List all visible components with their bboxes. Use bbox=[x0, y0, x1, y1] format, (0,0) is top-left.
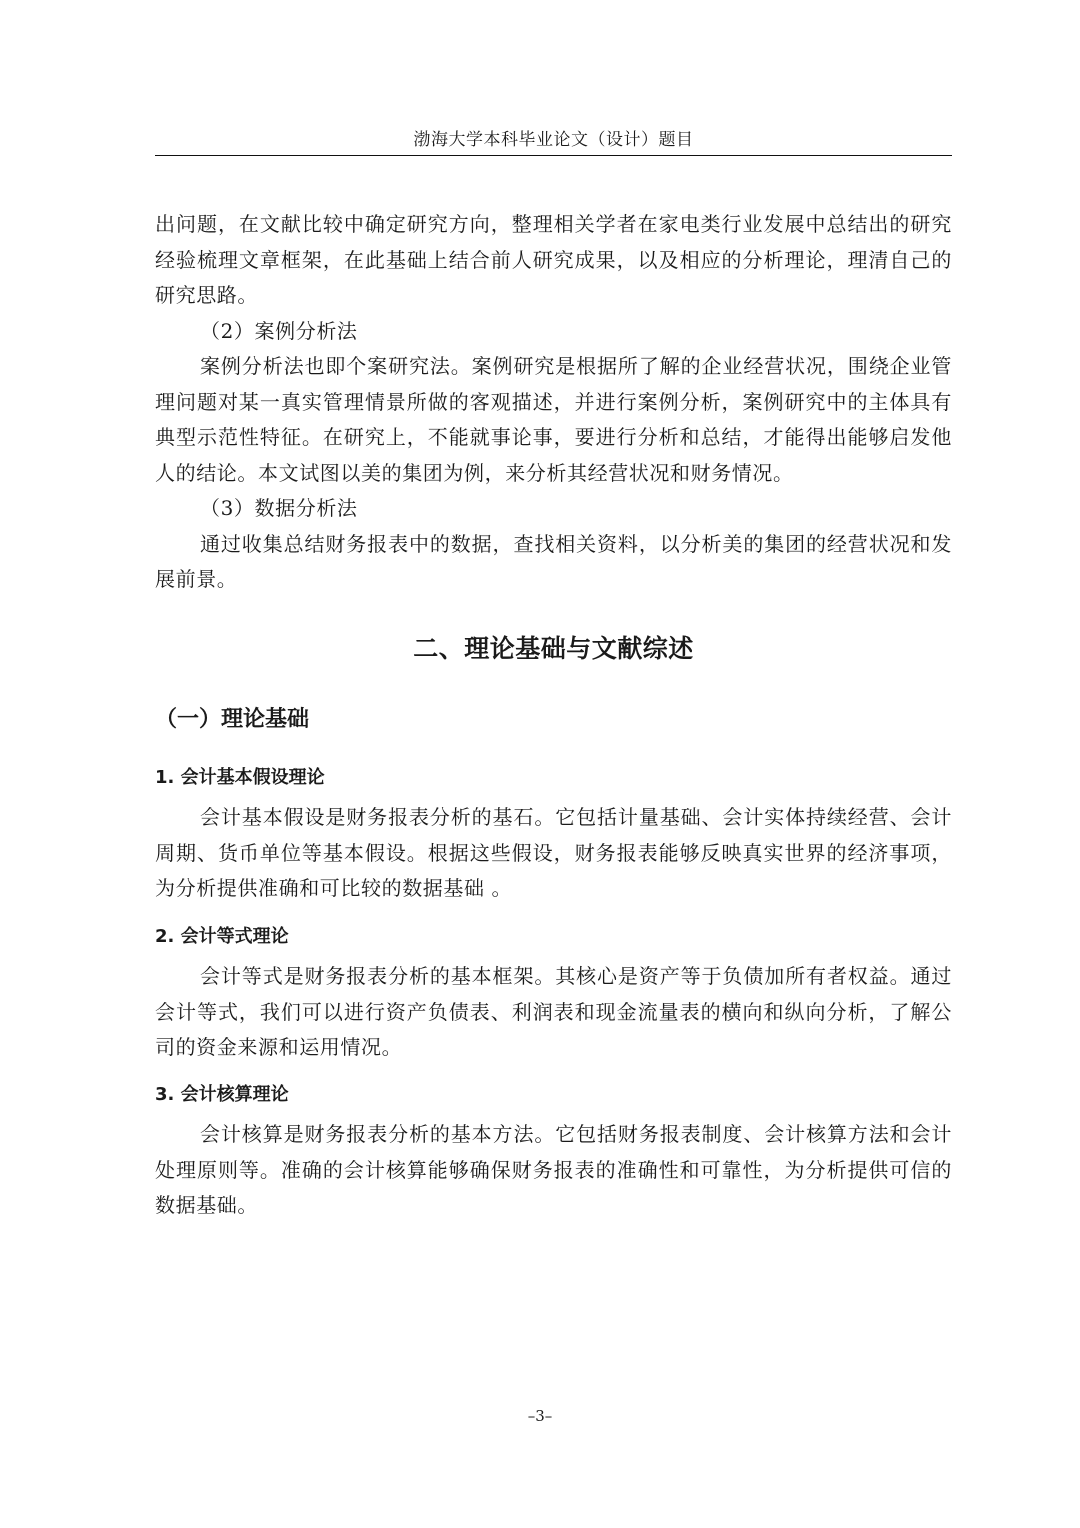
method-2-paragraph: 案例分析法也即个案研究法。案例研究是根据所了解的企业经营状况，围绕企业管理问题对某一真实管理情景所做的客观描述，并进行案例分析，案例研究中的主体具有典型示范性特征。在研究上，不能就事论事，要进行分析和总结，才能得出能够启发他人的结论。本文试图以美的集团为例，来分析其经营状况和财务情况。 bbox=[155, 354, 952, 485]
method-3-paragraph: 通过收集总结财务报表中的数据，查找相关资料，以分析美的集团的经营状况和发展前景。 bbox=[155, 531, 952, 591]
method-3-heading: （3）数据分析法 bbox=[200, 496, 358, 520]
subsection-1 bbox=[155, 764, 952, 907]
subsection-3 bbox=[155, 1081, 952, 1224]
subsection-paragraph: 会计基本假设是财务报表分析的基石。它包括计量基础、会计实体持续经营、会计周期、货币单位等基本假设。根据这些假设，财务报表能够反映真实世界的经济事项，为分析提供准确和可比较的数据基础 。 bbox=[155, 805, 952, 900]
subsection-heading: 1. 会计基本假设理论 bbox=[155, 767, 325, 788]
running-header: 渤海大学本科毕业论文（设计）题目 bbox=[413, 130, 694, 150]
chapter-heading: 二、理论基础与文献综述 bbox=[413, 634, 694, 663]
method-2-heading: （2）案例分析法 bbox=[200, 318, 358, 343]
page-number: –3– bbox=[527, 1407, 553, 1425]
subsection-paragraph: 会计等式是财务报表分析的基本框架。其核心是资产等于负债加所有者权益。通过会计等式，我们可以进行资产负债表、利润表和现金流量表的横向和纵向分析，了解公司的资金来源和运用情况。 bbox=[155, 964, 952, 1059]
subsection-2 bbox=[155, 923, 952, 1066]
subsection-paragraph: 会计核算是财务报表分析的基本方法。它包括财务报表制度、会计核算方法和会计处理原则等。准确的会计核算能够确保财务报表的准确性和可靠性，为分析提供可信的数据基础。 bbox=[155, 1122, 952, 1217]
section-heading: （一）理论基础 bbox=[155, 707, 310, 732]
subsection-heading: 3. 会计核算理论 bbox=[155, 1084, 289, 1105]
subsection-heading: 2. 会计等式理论 bbox=[155, 926, 289, 947]
paragraph-continued: 出问题，在文献比较中确定研究方向，整理相关学者在家电类行业发展中总结出的研究经验梳理文章框架，在此基础上结合前人研究成果，以及相应的分析理论，理清自己的研究思路。 bbox=[155, 212, 952, 307]
intro-block bbox=[155, 207, 952, 598]
header-rule bbox=[155, 155, 952, 156]
